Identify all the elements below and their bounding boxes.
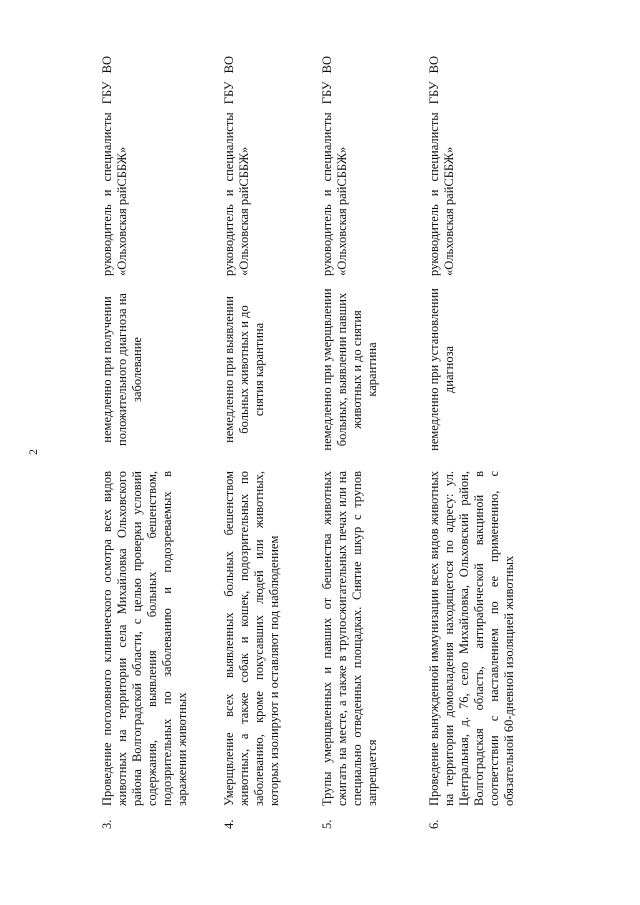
row-responsible: руководитель и специалисты ГБУ ВО «Ольховская райСББЖ»	[320, 56, 349, 276]
row-action: Проведение поголовного клинического осмотра всех видов животных на территории села Михайловка Ольховского района Волгоградской области, с целью проверки условий содержания, выявления больных бешенством, подозрительных по заболеванию и подозреваемых в заражении животных	[100, 471, 189, 806]
row-deadline: немедленно при выявлении больных животных и до снятия карантина	[222, 296, 266, 443]
row-number: 5.	[320, 819, 334, 829]
row-number: 4.	[222, 819, 236, 829]
row-number: 6.	[427, 819, 441, 829]
row-responsible: руководитель и специалисты ГБУ ВО «Ольховская райСББЖ»	[427, 56, 456, 276]
row-responsible: руководитель и специалисты ГБУ ВО «Ольховская райСББЖ»	[222, 56, 251, 276]
row-number: 3.	[100, 819, 114, 829]
row-action: Умерщвление всех выявленных больных бешенством животных, а также собак и кошек, подозрительных по заболеванию, кроме покусавших людей или животных, которых изолируют и оставляют под наблюдением	[222, 471, 281, 806]
page-number: 2	[26, 449, 40, 455]
row-deadline: немедленно при получении положительного диагноза на заболевание	[100, 293, 144, 446]
row-action: Проведение вынужденной иммунизации всех видов животных на территории домовладения находящегося по адресу: ул. Центральная, д. 76, село Михайловка, Ольховский район, Волгоградская область, антирабической вакциной в соответствии с наставлением по ее применению, с обязательной 60-дневной изоляцией животных	[427, 471, 516, 806]
rotated-page	[0, 2, 640, 902]
row-deadline: немедленно при установлении диагноза	[427, 288, 456, 451]
row-action: Трупы умерщвленных и павших от бешенства животных сжигать на месте, а также в трупосжигательных печах или на специально отведенных площадках. Снятие шкур с трупов запрещается	[320, 471, 379, 806]
row-responsible: руководитель и специалисты ГБУ ВО «Ольховская райСББЖ»	[100, 56, 129, 276]
row-deadline: немедленно при умерщвлении больных, выявлении павших животных и до снятия карантина	[320, 288, 379, 451]
